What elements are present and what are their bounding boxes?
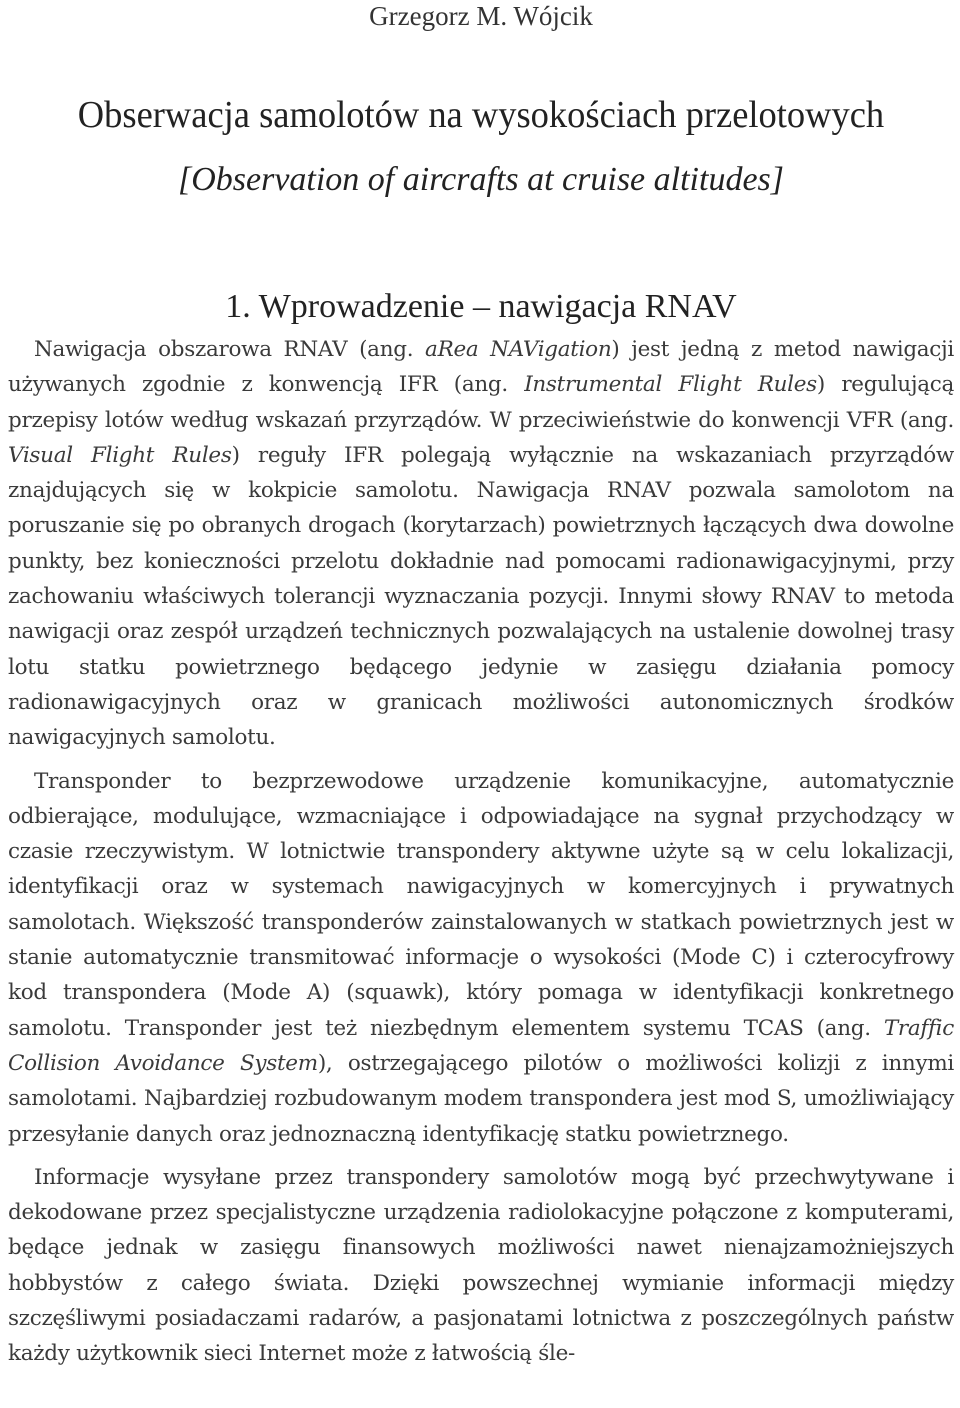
- paper-subtitle: [Observation of aircrafts at cruise altitudes]: [177, 161, 784, 198]
- text-run: Informacje wysyłane przez transpondery samolotów mogą być przechwytywane i dekodowane przez specjalistyczne urządzenia radiolokacyjne połączone z komputerami, będące jednak w zasięgu finansowych możliwości nawet nienajzamożniejszych hobbystów z całego świata. Dzięki powszechnej wymianie informacji między szczęśliwymi posiadaczami radarów, a pasjonatami lotnictwa z poszczególnych państw każdy użytkownik sieci Internet może z łatwością śle-: [8, 1164, 954, 1367]
- italic-term: Traffic Collision Avoidance System: [8, 1015, 954, 1076]
- text-run: ) regulującą przepisy lotów według wskazań przyrządów. W przeciwieństwie do konwencji VFR (ang.: [8, 372, 954, 433]
- italic-term: Instrumental Flight Rules: [524, 372, 817, 398]
- text-run: Nawigacja obszarowa RNAV (ang.: [34, 337, 426, 362]
- text-run: Transponder to bezprzewodowe urządzenie komunikacyjne, automatycznie odbierające, modulujące, wzmacniające i odpowiadające na sygnał przychodzący w czasie rzeczywistym. W lotnictwie transpondery aktywne użyte są w celu lokalizacji, identyfikacji oraz w systemach nawigacyjnych w komercyjnych i prywatnych samolotach. Większość transponderów zainstalowanych w statkach powietrznych jest w stanie automatycznie transmitować informacje o wysokości (Mode C) i czterocyfrowy kod transpondera (Mode A) (squawk), który pomaga w identyfikacji konkretnego samolotu. Transponder jest też niezbędnym elementem systemu TCAS (ang.: [8, 768, 954, 1041]
- text-run: ), ostrzegającego pilotów o możliwości kolizji z innymi samolotami. Najbardziej rozbudowanym modem transpondera jest mod S, umożliwiający przesyłanie danych oraz jednoznaczną identyfikację statku powietrznego.: [8, 1050, 954, 1147]
- section-heading: 1. Wprowadzenie – nawigacja RNAV: [225, 288, 737, 325]
- italic-term: Visual Flight Rules: [8, 442, 232, 468]
- text-run: ) reguły IFR polegają wyłącznie na wskazaniach przyrządów znajdujących się w kokpicie samolotu. Nawigacja RNAV pozwala samolotom na poruszanie się po obranych drogach (korytarzach) powietrznych łączących dwa dowolne punkty, bez konieczności przelotu dokładnie nad pomocami radionawigacyjnymi, przy zachowaniu właściwych tolerancji wyznaczania pozycji. Innymi słowy RNAV to metoda nawigacji oraz zespół urządzeń technicznych pozwalających na ustalenie dowolnej trasy lotu statku powietrznego będącego jedynie w zasięgu działania pomocy radionawigacyjnych oraz w granicach możliwości autonomicznych środków nawigacyjnych samolotu.: [8, 442, 954, 751]
- paragraph-rnav: [8, 332, 954, 756]
- italic-term: aRea NAVigation: [425, 337, 612, 362]
- paragraph-information: [8, 1160, 954, 1372]
- paragraph-transponder: [8, 764, 954, 1152]
- body-text: [8, 332, 954, 1372]
- text-run: ) jest jedną z metod nawigacji używanych zgodnie z konwencją IFR (ang.: [8, 337, 954, 398]
- paper-title: Obserwacja samolotów na wysokościach przelotowych: [77, 94, 885, 136]
- author-name: Grzegorz M. Wójcik: [369, 1, 593, 31]
